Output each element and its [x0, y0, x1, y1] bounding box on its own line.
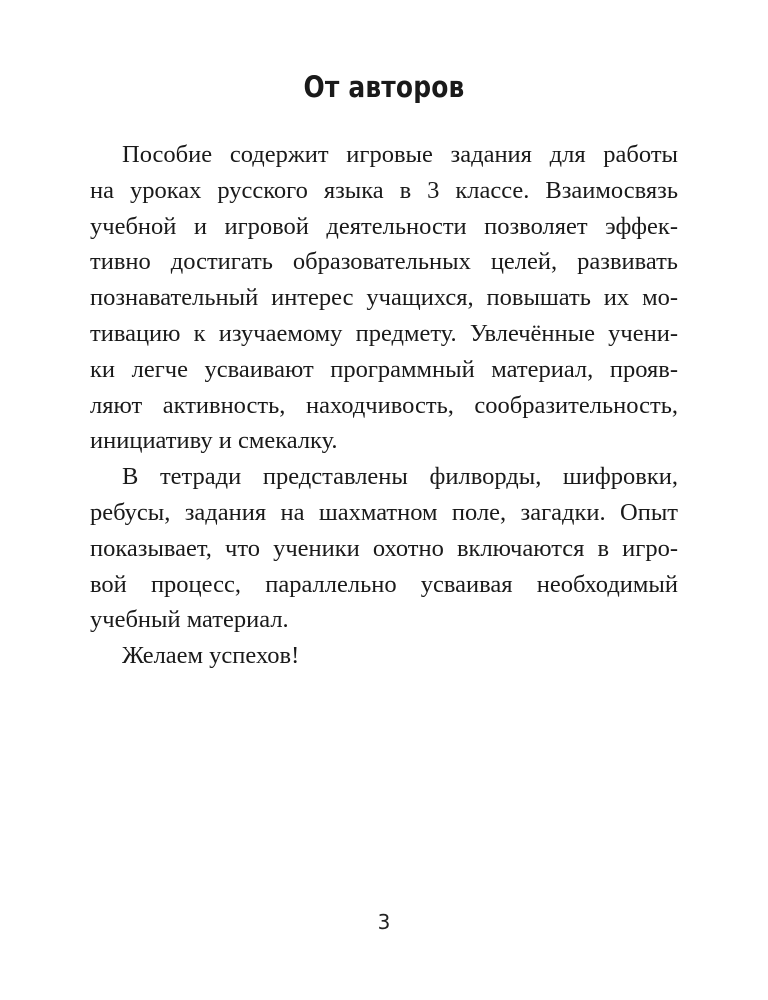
text-line: вой процесс, параллельно усваивая необходимый: [90, 570, 678, 598]
paragraph-contents: [90, 459, 678, 638]
page-title: От авторов: [303, 70, 465, 104]
text-line: тивно достигать образовательных целей, развивать: [90, 248, 678, 276]
text-line: ляют активность, находчивость, сообразительность,: [90, 391, 678, 419]
text-line: на уроках русского языка в 3 классе. Взаимосвязь: [90, 176, 678, 204]
text-line: учебной и игровой деятельности позволяет эффек-: [90, 212, 678, 240]
text-line: тивацию к изучаемому предмету. Увлечённые учени-: [90, 319, 678, 347]
text-line: познавательный интерес учащихся, повышать их мо-: [90, 284, 678, 312]
text-line: Желаем успехов!: [122, 642, 300, 670]
text-line: Пособие содержит игровые задания для работы: [122, 141, 678, 168]
text-line: показывает, что ученики охотно включаются в игро-: [90, 534, 678, 562]
text-line: инициативу и смекалку.: [90, 427, 338, 455]
text-line: учебный материал.: [90, 606, 289, 634]
paragraph-intro: [90, 137, 678, 459]
body-text: [90, 137, 678, 674]
text-line: ки легче усваивают программный материал, прояв-: [90, 355, 678, 383]
page-number: 3: [377, 910, 391, 934]
paragraph-wishes: [90, 638, 678, 674]
text-line: В тетради представлены филворды, шифровки,: [122, 463, 678, 491]
text-line: ребусы, задания на шахматном поле, загадки. Опыт: [90, 498, 678, 526]
